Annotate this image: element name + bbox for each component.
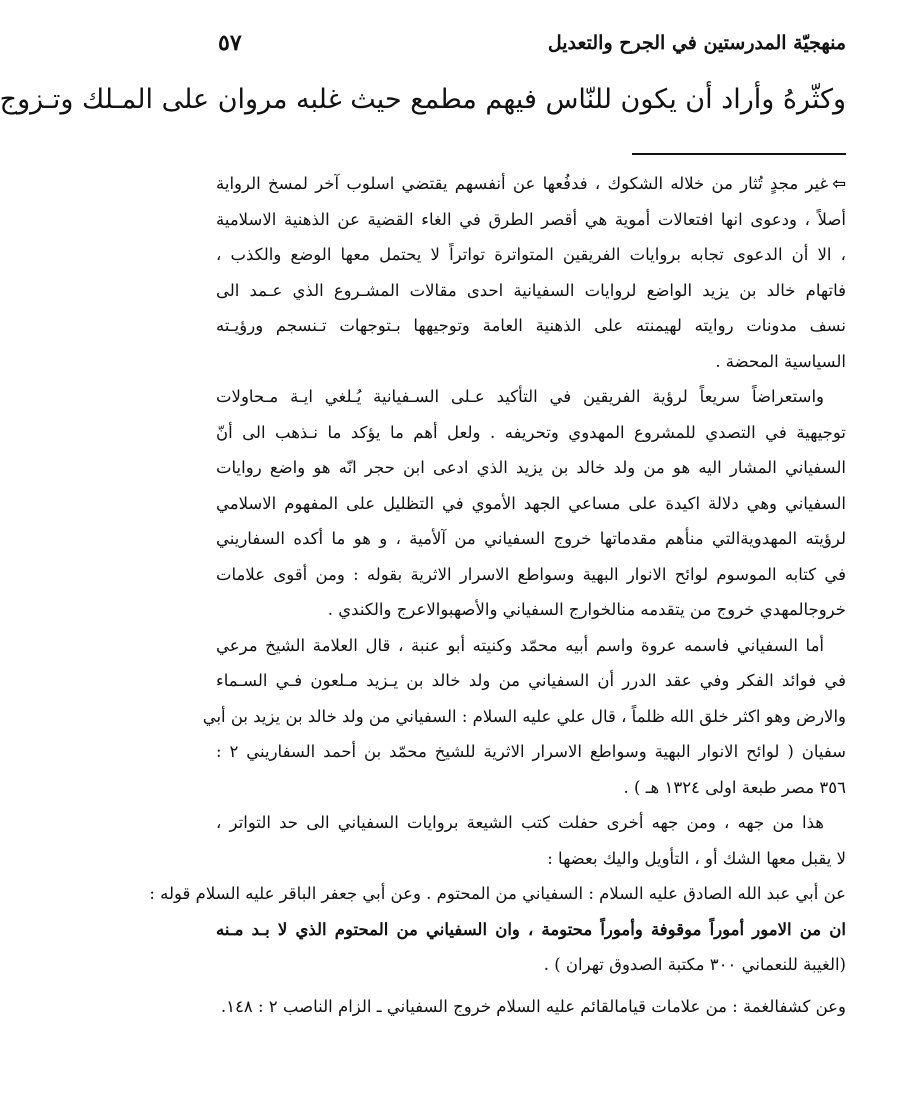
running-title: منهجيّة المدرستين في الجرح والتعديل (547, 32, 846, 54)
footnote-line: نسف مدونات روايته لهيمنته على الذهنية العامة وتوجيهها بـتوجهات تـنسجم ورؤيـته (216, 316, 846, 335)
footnote-line-text: غير مجدٍ تُثار من خلاله الشكوك ، فدفُعها عن أنفسهم يقتضي اسلوب آخر لمسخ الرواية (216, 174, 829, 193)
main-text-line: وكثّرهُ وأراد أن يكون للنّاس فيهم مطمع حيث غلبه مروان على المـلك وتـزوج (0, 84, 846, 115)
footnote-line: لرؤيته المهدويةالتي منأهم مقدماتها خروج السفياني من آلأمية ، و هو ما أكده السفاريني (216, 529, 846, 548)
footnote-line: في كتابه الموسوم لوائح الانوار البهية وسواطع الاسرار الاثرية بقوله : ومن أقوى علامات (216, 564, 846, 584)
footnote-line: توجيهية في التصدي للمشروع المهدوي وتحريفه . ولعل أهم ما يؤكد ما نـذهب الى أنّ (216, 422, 846, 442)
footnote-separator (632, 153, 846, 155)
footnote-line: فاتهام خالد بن يزيد الواضع لروايات السفيانية احدى مقالات المشـروع الذي عـمد الى (216, 280, 846, 300)
footnote-line: عن أبي عبد الله الصادق عليه السلام : السفياني من المحتوم . وعن أبي جعفر الباقر عليه السلام قوله : (149, 884, 846, 903)
footnote-block (149, 166, 846, 1024)
footnote-line: ان من الامور أموراً موقوفة وأموراً محتومة ، وان السفياني من المحتوم الذي لا بـد مـنه (216, 919, 846, 939)
footnote-line: السفياني المشار اليه هو من ولد خالد بن يزيد الذي ادعى ابن حجر انّه هو واضع روايات (216, 458, 846, 477)
footnote-line: واستعراضاً سريعاً لرؤية الفريقين في التأكيد عـلى السـفيانية يُـلغي ايـة مـحاولات (216, 387, 824, 406)
footnote-line (216, 166, 846, 202)
footnote-line: وعن كشفالغمة : من علامات قيامالقائم عليه السلام خروج السفياني ـ الزام الناصب ٢ : ١٤٨. (220, 996, 846, 1016)
footnote-line: هذا من جهه ، ومن جهه أخرى حفلت كتب الشيعة بروايات السفياني الى حد التواتر ، (216, 813, 824, 832)
footnote-line: سفيان ( لوائح الانوار البهية وسواطع الاسرار الاثرية للشيخ محمّد بن أحمد السفاريني ٢ : (216, 742, 846, 761)
footnote-line: السياسية المحضة . (715, 351, 846, 371)
footnote-line: السفياني وهي دلالة اكيدة على مساعي الجهد الأموي في التظليل على المفهوم الاسلامي (216, 493, 846, 513)
footnote-line: في فوائد الفكر وفي عقد الدرر أن السفياني من ولد خالد بن يـزيد مـلعون فـي السـماء (216, 671, 846, 690)
footnote-line: ٣٥٦ مصر طبعة اولى ١٣٢٤ هـ ) . (623, 777, 846, 797)
footnote-line: لا يقبل معها الشك أو ، التأويل واليك بعضها : (547, 848, 846, 868)
footnote-line: خروجالمهدي خروج من يتقدمه منالخوارج السفياني والأصهبوالاعرج والكندي . (327, 600, 846, 619)
footnote-line: أما السفياني فاسمه عروة واسم أبيه محمّد وكنيته أبو عنبة ، قال العلامة الشيخ مرعي (216, 635, 824, 655)
footnote-line: والارض وهو اكثر خلق الله ظلماً ، قال علي عليه السلام : السفياني من ولد خالد بن يزيد بن أبي (202, 706, 846, 726)
page-header (218, 30, 846, 62)
arrow-left-icon: ⇦ (832, 174, 846, 193)
footnote-line: أصلاً ، ودعوى انها افتعالات أموية هي أقصر الطرق في الغاء القضية عن الذهنية الاسلامية (216, 209, 846, 229)
footnote-line: ، الا أن الدعوى تجابه بروايات الفريقين المتواترة تواتراً لا يحتمل معها الوضع والكذب ، (216, 245, 846, 264)
footnote-line: (الغيبة للنعماني ٣٠٠ مكتبة الصدوق تهران ) . (543, 955, 846, 974)
page-number: ٥٧ (218, 30, 242, 56)
